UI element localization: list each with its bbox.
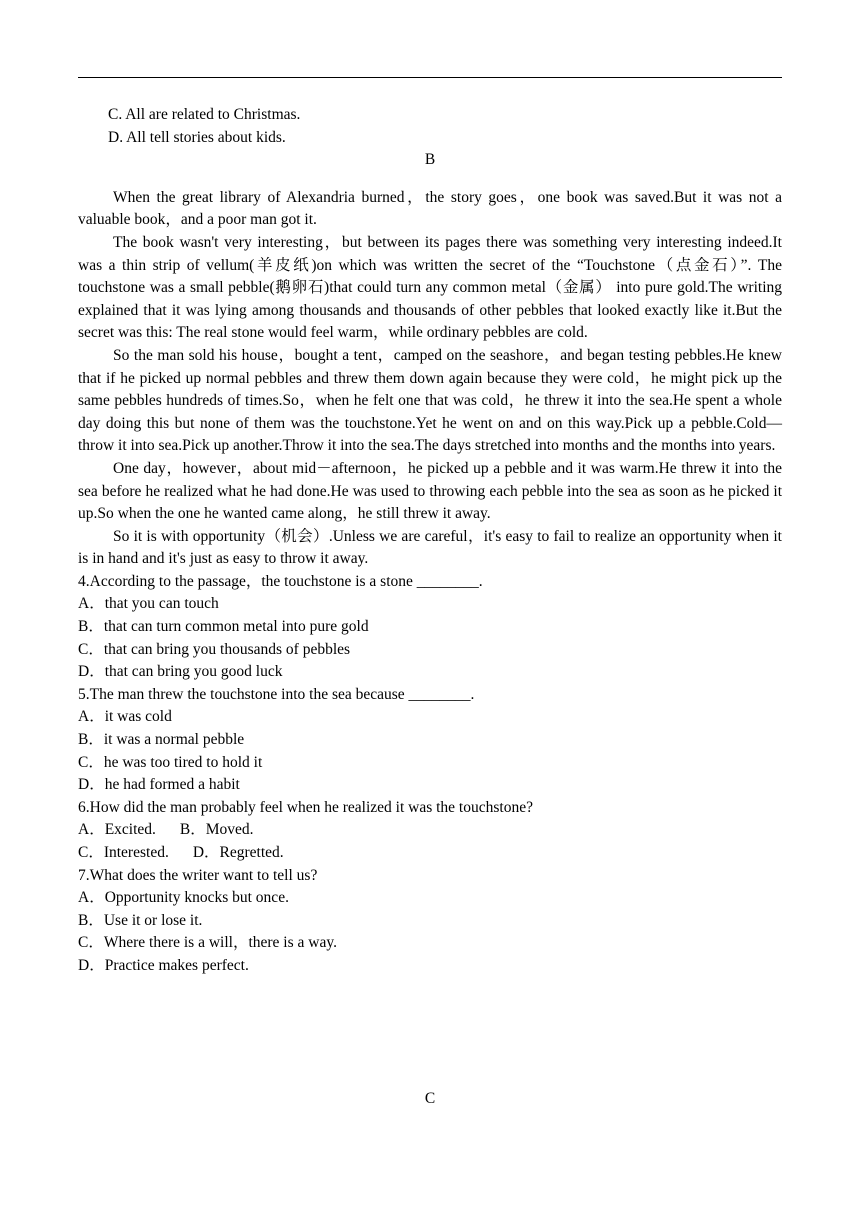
question-6-option-d: D．Regretted. (192, 844, 284, 861)
prev-option-d: D. All tell stories about kids. (108, 128, 286, 146)
page-content (78, 104, 782, 978)
question-6-options-row-2 (78, 842, 782, 865)
section-c-heading: C (424, 1090, 436, 1107)
question-5-option-c: C．he was too tired to hold it (78, 753, 263, 771)
question-5-stem: 5.The man threw the touchstone into the sea because ________. (78, 685, 475, 703)
passage-paragraph-2: The book wasn't very interesting，but between its pages there was something very interesting indeed.It was a thin strip of vellum(羊皮纸)on which was written the secret of the “Touchstone（点金石）”. The touchstone was a small pebble(鹅卵石)that could turn any common metal（金属） into pure gold.The writing explained that it was lying among thousands and thousands of other pebbles that looked exactly like it.But the secret was this: The real stone would feel warm，while ordinary pebbles are cold. (78, 233, 782, 342)
question-6-stem: 6.How did the man probably feel when he realized it was the touchstone? (78, 798, 533, 816)
question-7-option-d: D．Practice makes perfect. (78, 956, 249, 974)
question-5-option-a: A．it was cold (78, 708, 172, 726)
question-4-option-d: D．that can bring you good luck (78, 663, 283, 681)
section-b-heading: B (424, 151, 436, 169)
question-6-option-a: A．Excited. (78, 821, 156, 839)
passage-paragraph-3: So the man sold his house，bought a tent，camped on the seashore，and began testing pebbles.He knew that if he picked up normal pebbles and threw them down again because they were cold，he might pick up the same pebbles hundreds of times.So，when he felt one that was cold，he threw it into the sea.He spent a whole day doing this but none of them was the touchstone.Yet he went on and on this way.Pick up a pebble.Cold—throw it into sea.Pick up another.Throw it into the sea.The days stretched into months and the months into years. (78, 346, 782, 455)
passage-paragraph-5: So it is with opportunity（机会）.Unless we are careful，it's easy to fail to realize an opportunity when it is in hand and it's just as easy to throw it away. (78, 527, 782, 568)
question-4-option-b: B．that can turn common metal into pure gold (78, 618, 369, 636)
question-6-options-row-1 (78, 819, 782, 842)
question-5-option-d: D．he had formed a habit (78, 776, 240, 794)
question-4-stem: 4.According to the passage，the touchstone is a stone ________. (78, 572, 483, 590)
question-7-option-c: C．Where there is a will，there is a way. (78, 934, 337, 952)
passage-paragraph-1: When the great library of Alexandria burned，the story goes，one book was saved.But it was not a valuable book，and a poor man got it. (78, 188, 782, 229)
passage-paragraph-4: One day，however，about mid－afternoon，he picked up a pebble and it was warm.He threw it into the sea before he realized what he had done.He was used to throwing each pebble into the sea as soon as he picked it up.So when the one he wanted came along，he still threw it away. (78, 459, 782, 523)
question-7-option-b: B．Use it or lose it. (78, 911, 203, 929)
question-4-option-c: C．that can bring you thousands of pebbles (78, 640, 351, 658)
question-4-option-a: A．that you can touch (78, 595, 219, 613)
question-7-option-a: A．Opportunity knocks but once. (78, 889, 289, 907)
header-rule (78, 77, 782, 78)
question-7-stem: 7.What does the writer want to tell us? (78, 866, 318, 884)
question-6-option-c: C．Interested. (78, 844, 169, 861)
question-6-option-b: B．Moved. (179, 821, 254, 839)
question-5-option-b: B．it was a normal pebble (78, 731, 245, 749)
prev-option-c: C. All are related to Christmas. (108, 106, 301, 123)
